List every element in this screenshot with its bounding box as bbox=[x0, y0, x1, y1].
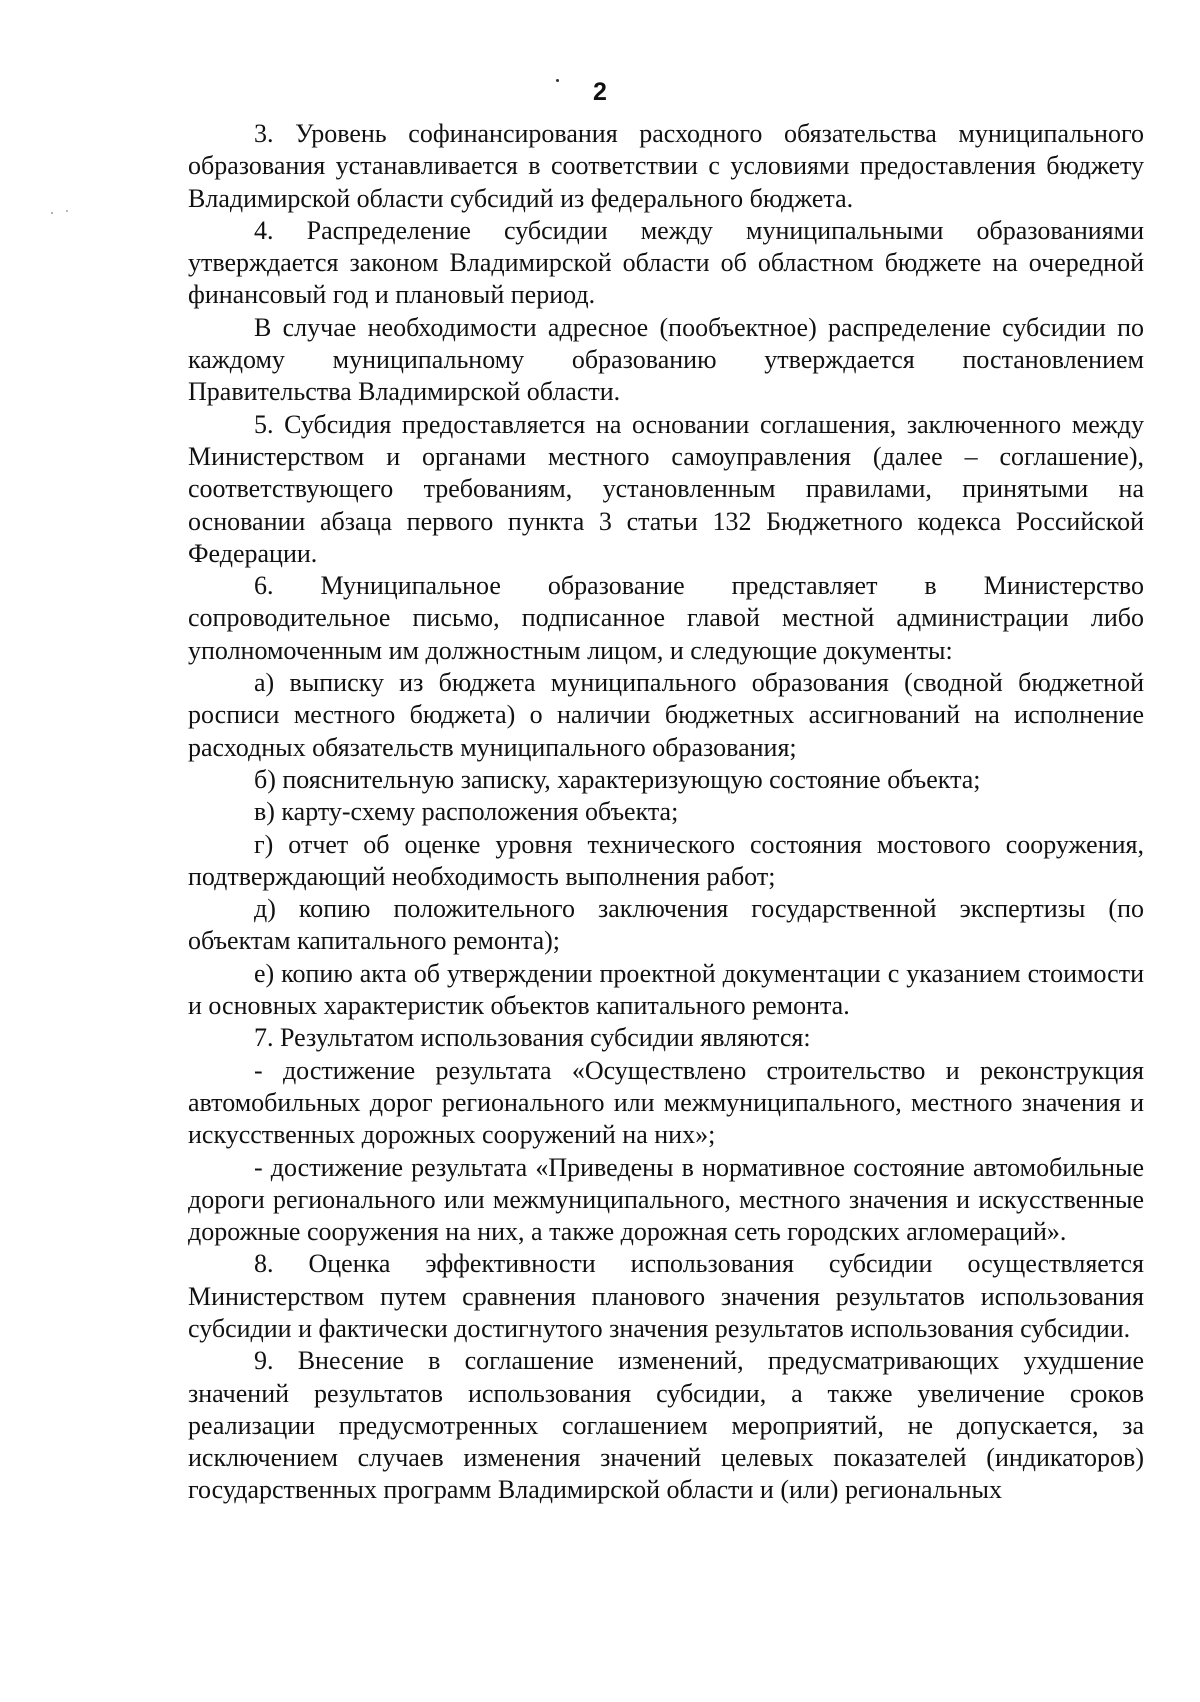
list-item-e: е) копию акта об утверждении проектной документации с указанием стоимости и основных характеристик объектов капитального ремонта. bbox=[188, 958, 1144, 1021]
list-item-d: д) копию положительного заключения государственной экспертизы (по объектам капитального ремонта); bbox=[188, 894, 1144, 956]
list-item-g: г) отчет об оценке уровня технического состояния мостового сооружения, подтверждающий необходимость выполнения работ; bbox=[188, 829, 1144, 891]
list-item-v: в) карту-схему расположения объекта; bbox=[254, 797, 679, 827]
scan-speck bbox=[66, 210, 68, 212]
result-item-construction: - достижение результата «Осуществлено строительство и реконструкция автомобильных дорог регионального или межмуниципального, местного значения и искусственных дорожных сооружений на них»; bbox=[188, 1055, 1144, 1150]
paragraph-4-distribution: 4. Распределение субсидии между муниципальными образованиями утверждается законом Владимирской области об областном бюджете на очередной финансовый год и плановый период. bbox=[188, 215, 1144, 310]
scan-speck bbox=[51, 212, 53, 214]
result-item-normative-state: - достижение результата «Приведены в нормативное состояние автомобильные дороги регионального или межмуниципального, местного значения и искусственные дорожные сооружения на них, а также дорожная сеть городских агломераций». bbox=[188, 1152, 1144, 1247]
list-item-a: а) выписку из бюджета муниципального образования (сводной бюджетной росписи местного бюджета) о наличии бюджетных ассигнований на исполнение расходных обязательств муниципального образования; bbox=[188, 668, 1144, 762]
paragraph-8-efficiency: 8. Оценка эффективности использования субсидии осуществляется Министерством путем сравнения планового значения результатов использования субсидии и фактически достигнутого значения результатов использования субсидии. bbox=[188, 1249, 1144, 1343]
list-item-b: б) пояснительную записку, характеризующую состояние объекта; bbox=[254, 764, 981, 794]
paragraph-7-results: 7. Результатом использования субсидии являются: bbox=[254, 1023, 811, 1053]
page-number: 2 bbox=[593, 78, 607, 106]
paragraph-5-agreement: 5. Субсидия предоставляется на основании соглашения, заключенного между Министерством и органами местного самоуправления (далее – соглашение), соответствующего требованиям, установленным правилами, принятыми на основании абзаца первого пункта 3 статьи 132 Бюджетного кодекса Российской Федерации. bbox=[188, 409, 1144, 568]
paragraph-6-documents: 6. Муниципальное образование представляет в Министерство сопроводительное письмо, подписанное главой местной администрации либо уполномоченным им должностным лицом, и следующие документы: bbox=[188, 571, 1144, 665]
paragraph-3-cofinancing: 3. Уровень софинансирования расходного обязательства муниципального образования устанавливается в соответствии с условиями предоставления бюджету Владимирской области субсидий из федерального бюджета. bbox=[188, 119, 1144, 213]
document-body bbox=[188, 118, 1144, 1507]
paragraph-9-amendments: 9. Внесение в соглашение изменений, предусматривающих ухудшение значений результатов использования субсидии, а также увеличение сроков реализации предусмотренных соглашением мероприятий, не допускается, за исключением случаев изменения значений целевых показателей (индикаторов) государственных программ Владимирской области и (или) региональных bbox=[188, 1346, 1144, 1505]
paragraph-address-distribution: В случае необходимости адресное (пообъектное) распределение субсидии по каждому муниципальному образованию утверждается постановлением Правительства Владимирской области. bbox=[188, 312, 1144, 407]
